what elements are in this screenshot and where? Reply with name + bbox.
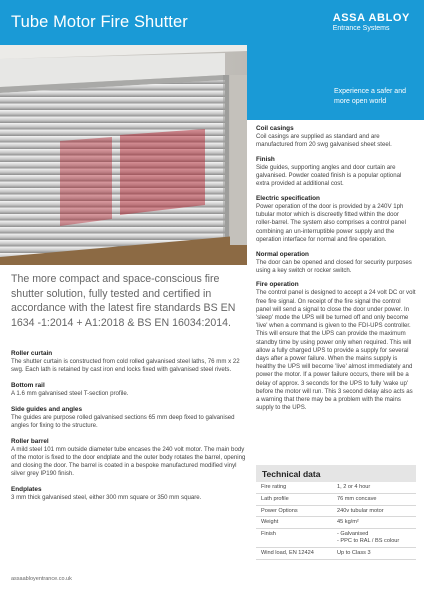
row-key: Lath profile: [261, 495, 289, 502]
row-value: Up to Class 3: [337, 549, 371, 556]
row-value: - Galvanised - PPC to RAL / BS colour: [337, 531, 400, 544]
row-key: Fire rating: [261, 484, 287, 490]
section-text: The shutter curtain is constructed from cold rolled galvanised steel laths, 76 mm x 22 swg. Each lath is retained by cast iron end locks fixed with galvanised steel rivets.: [11, 358, 240, 374]
table-row: [256, 482, 416, 494]
section-finish: [256, 156, 416, 189]
section-endplates: [11, 486, 247, 502]
table-row: [256, 494, 416, 506]
section-text: The door can be opened and closed for security purposes using a key switch or rocker switch.: [256, 258, 412, 274]
tagline-text: Experience a safer and more open world: [334, 88, 406, 105]
section-bottom-rail: [11, 382, 247, 398]
section-heading: Coil casings: [256, 125, 294, 132]
section-text: Side guides, supporting angles and door curtain are galvanised. Powder coated finish is a popular optional extra provided at additional cost.: [256, 163, 402, 188]
table-row: [256, 529, 416, 548]
section-text: 3 mm thick galvanised steel, either 300 mm square or 350 mm square.: [11, 493, 202, 501]
website-link[interactable]: assaabloyentrance.co.uk: [11, 576, 72, 582]
section-text: A 1.6 mm galvanised steel T-section profile.: [11, 389, 129, 397]
row-key: Power Options: [261, 507, 298, 514]
section-electric-specification: [256, 195, 416, 244]
page-title: Tube Motor Fire Shutter: [11, 13, 188, 31]
section-text: A mild steel 101 mm outside diameter tube encases the 240 volt motor. The main body of the motor is fixed to the door endplate and the outer body rotates the barrel, opening and closing the door. The barrel is coated in a bespoke manufactured modified vinyl silver grey IP190 finish.: [11, 445, 246, 478]
section-heading: Roller barrel: [11, 437, 49, 445]
section-text: The guides are purpose rolled galvanised sections 65 mm deep fixed to galvanised angles for fixing to the structure.: [11, 413, 235, 429]
brand-name: ASSA ABLOY: [332, 12, 410, 24]
technical-data-heading: Technical data: [256, 465, 416, 482]
section-normal-operation: [256, 251, 416, 275]
row-key: Wind load, EN 12424: [261, 549, 314, 556]
section-heading: Electric specification: [256, 195, 320, 203]
section-roller-barrel: [11, 438, 247, 479]
section-roller-curtain: [11, 350, 247, 374]
table-row: [256, 506, 416, 518]
section-heading: Bottom rail: [11, 381, 45, 389]
section-fire-operation: [256, 281, 416, 412]
technical-data-table: [256, 465, 416, 560]
row-value: 76 mm concave: [337, 495, 377, 502]
table-row: [256, 548, 416, 560]
row-value: 1, 2 or 4 hour: [337, 484, 371, 490]
right-column: [256, 125, 416, 419]
section-heading: Roller curtain: [11, 350, 53, 357]
intro-paragraph: The more compact and space-conscious fire shutter solution, fully tested and certified in accordance with the latest fire standards BS EN 1634 -1:2014 + A1:2018 & BS EN 16034:2014.: [11, 273, 236, 329]
section-heading: Fire operation: [256, 281, 299, 289]
section-coil-casings: [256, 125, 416, 149]
table-row: [256, 517, 416, 529]
section-heading: Normal operation: [256, 250, 309, 258]
section-text: Power operation of the door is provided by a 240V 1ph tubular motor which is discreetly fitted within the door roller-barrel. The system also comprises a control panel combining an un-interruptible power supply and the operation interface for normal and fire operation.: [256, 203, 406, 243]
header-banner: [0, 0, 424, 45]
section-side-guides: [11, 406, 247, 430]
row-value: 240v tubular motor: [337, 507, 384, 514]
product-photo: [0, 45, 247, 265]
tagline-panel: [247, 45, 424, 120]
row-key: Weight: [261, 519, 279, 526]
section-heading: Finish: [256, 155, 275, 163]
section-text: The control panel is designed to accept a 24 volt DC or volt free fire signal. On receipt of the fire signal the control panel will send a signal to close the door under power. In 'sleep' mode the UPS will be turned off and only become 'live' when a command is given to the FDI-UPS controller. This will ensure that the UPS can provide the maximum standby time by using power only when required. This will allow a fully charged UPS to provide a supply for several days after a power failure. When the mains supply is healthy the UPS will become 'live' almost immediately and power the motor. If a power failure occurs, there will be a delay of approx. 3 seconds for the UPS to fully 'wake up' before the motor will run. This 3 second delay also acts as a warning that there may be a problem with the mains supply to the UPS.: [256, 289, 416, 412]
left-column: [11, 350, 247, 510]
row-key: Finish: [261, 531, 276, 538]
section-text: Coil casings are supplied as standard and are manufactured from 20 swg galvanised sheet steel.: [256, 133, 392, 149]
row-value: 45 kg/m²: [337, 519, 359, 526]
brand-subtitle: Entrance Systems: [332, 25, 390, 32]
brand-logo: [333, 12, 410, 32]
section-heading: Side guides and angles: [11, 405, 83, 413]
shutter-photo-illustration: [0, 45, 247, 265]
section-heading: Endplates: [11, 485, 42, 493]
